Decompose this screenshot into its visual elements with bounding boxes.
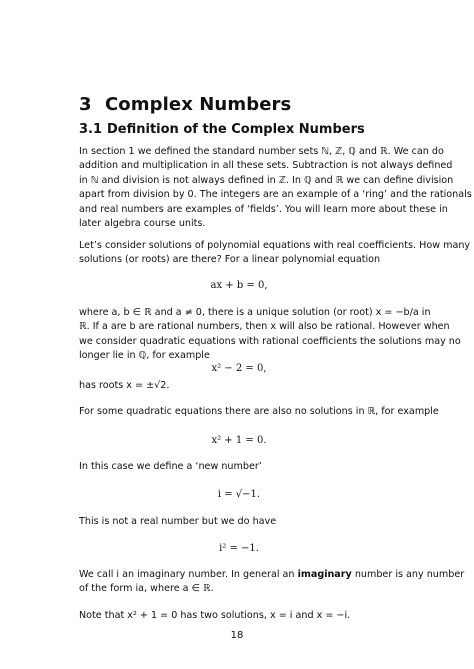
subsection-title: Definition of the Complex Numbers [107,122,365,137]
paragraph-line [79,568,465,582]
paragraph-new-number [79,460,401,474]
paragraph-line: where a, b ∈ ℝ and a ≠ 0, there is a unique solution (or root) x = −b/a in [79,307,431,318]
equation-quadratic-sqrt2: x² − 2 = 0, [211,363,267,374]
text-run: We call i an imaginary number. In general an [79,569,298,580]
paragraph-line: longer lie in ℚ, for example [79,350,210,362]
keyword-imaginary: imaginary [297,569,352,580]
paragraph-line: Note that x² + 1 = 0 has two solutions, x = i and x = −i. [79,610,351,621]
subsection-heading [79,122,365,137]
paragraph-line: This is not a real number but we do have [79,516,277,527]
page-number: 18 [230,630,244,641]
section-title: Complex Numbers [105,94,292,115]
paragraph-line: For some quadratic equations there are also no solutions in ℝ, for example [79,406,439,417]
section-heading [79,94,291,115]
paragraph-no-real-solutions [79,405,439,419]
paragraph-line: In this case we define a ‘new number’ [79,461,262,472]
paragraph-line: solutions (or roots) are there? For a linear polynomial equation [79,254,381,266]
subsection-number: 3.1 [79,122,103,137]
equation-linear: ax + b = 0, [210,280,268,291]
paragraph-line: and real numbers are examples of ‘fields’. You will learn more about these in [79,203,448,215]
paragraph-intro [79,145,472,231]
section-number: 3 [79,94,92,115]
paragraph-not-real [79,515,401,529]
paragraph-line: later algebra course units. [79,218,206,230]
paragraph-line: addition and multiplication in all these sets. Subtraction is not always defined [79,160,453,172]
paragraph-line: Let’s consider solutions of polynomial equations with real coefficients. How many [79,240,471,251]
paragraph-polynomials [79,239,471,268]
paragraph-line: in ℕ and division is not always defined in ℤ. In ℚ and ℝ we can define division [79,174,454,186]
equation-i-squared: i² = −1. [219,543,259,554]
paragraph-imaginary-definition [79,568,465,597]
paragraph-line: of the form ia, where a ∈ ℝ. [79,583,214,595]
paragraph-line: we consider quadratic equations with rational coefficients the solutions may no [79,335,461,347]
text-run: number is any number [351,569,465,580]
paragraph-two-solutions [79,609,401,623]
paragraph-line: In section 1 we defined the standard number sets ℕ, ℤ, ℚ and ℝ. We can do [79,146,444,157]
equation-i-definition: i = √−1. [217,489,261,500]
equation-x2-plus-1: x² + 1 = 0. [211,435,267,446]
paragraph-roots [79,379,401,393]
paragraph-unique-root [79,306,461,364]
paragraph-line: has roots x = ±√2. [79,380,170,391]
paragraph-line: apart from division by 0. The integers are an example of a ‘ring’ and the rationals [79,189,472,201]
paragraph-line: ℝ. If a are b are rational numbers, then x will also be rational. However when [79,321,450,333]
